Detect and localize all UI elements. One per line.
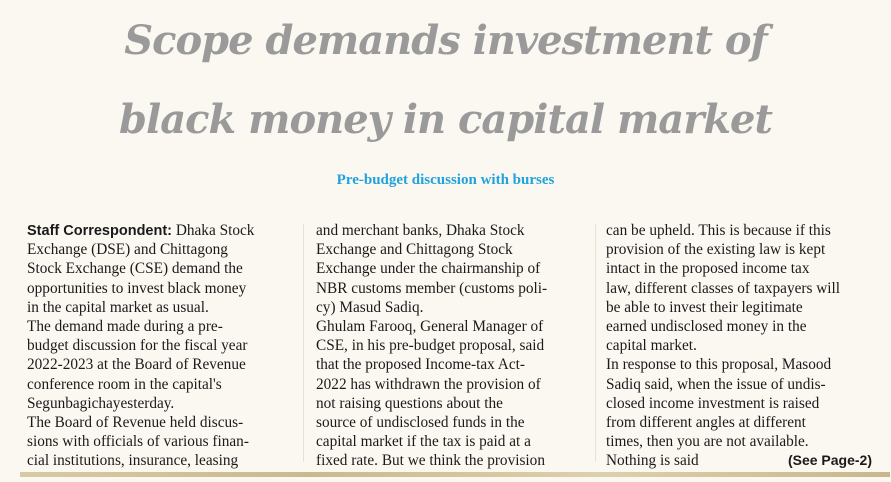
- article-line: capital market.: [606, 337, 697, 355]
- article-line: opportunities to invest black money: [27, 279, 247, 297]
- article-line: budget discussion for the fiscal year: [27, 337, 248, 355]
- article-line: NBR customs member (customs poli-: [316, 279, 548, 297]
- article-line: times, then you are not available.: [606, 433, 809, 451]
- article-line: Sadiq said, when the issue of undis-: [606, 375, 826, 393]
- article-line: cy) Masud Sadiq.: [316, 298, 424, 316]
- article-line: provision of the existing law is kept: [606, 241, 826, 259]
- article-line: 2022 has withdrawn the provision of: [316, 375, 541, 393]
- article-line: The Board of Revenue held discus-: [27, 413, 244, 431]
- article-column-2: [316, 221, 586, 470]
- article-line: [606, 451, 876, 470]
- subheadline: Pre-budget discussion with burses: [336, 172, 555, 188]
- bottom-rule: [20, 472, 890, 477]
- article-line: capital market if the tax is paid at a: [316, 433, 531, 451]
- article-line: Exchange under the chairmanship of: [316, 260, 541, 278]
- article-line: 2022-2023 at the Board of Revenue: [27, 356, 246, 374]
- article-line: in the capital market as usual.: [27, 298, 209, 316]
- article-line: not raising questions about the: [316, 394, 503, 412]
- article-line: In response to this proposal, Masood: [606, 356, 832, 374]
- article-line: earned undisclosed money in the: [606, 317, 807, 335]
- byline: Staff Correspondent:: [27, 223, 172, 239]
- column-divider: [595, 224, 596, 462]
- article-line: sions with officials of various finan-: [27, 433, 249, 451]
- article-line: be able to invest their legitimate: [606, 298, 803, 316]
- article-line: closed income investment is raised: [606, 394, 820, 412]
- article-line: from different angles at different: [606, 413, 806, 431]
- article-line: [27, 221, 292, 240]
- article-line: The demand made during a pre-: [27, 317, 223, 335]
- article-column-3: [606, 221, 876, 470]
- continuation-note: (See Page-2): [787, 452, 872, 469]
- article-line: intact in the proposed income tax: [606, 260, 810, 278]
- article-text: Nothing is said: [606, 452, 699, 470]
- article-line: that the proposed Income-tax Act-: [316, 356, 525, 374]
- article-line: cial institutions, insurance, leasing: [27, 452, 239, 470]
- article-line: CSE, in his pre-budget proposal, said: [316, 337, 545, 355]
- article-line: Exchange (DSE) and Chittagong: [27, 241, 228, 259]
- article-line: fixed rate. But we think the provision: [316, 452, 545, 470]
- article-line: Stock Exchange (CSE) demand the: [27, 260, 243, 278]
- article-line: and merchant banks, Dhaka Stock: [316, 222, 525, 239]
- article-line: source of undisclosed funds in the: [316, 413, 525, 431]
- article-line: conference room in the capital's: [27, 375, 222, 393]
- article-line: can be upheld. This is because if this: [606, 222, 831, 239]
- article-line: law, different classes of taxpayers will: [606, 279, 841, 297]
- article-column-1: [27, 221, 292, 470]
- article-line: Exchange and Chittagong Stock: [316, 241, 513, 259]
- article-line: Ghulam Farooq, General Manager of: [316, 317, 544, 335]
- headline-line-1: Scope demands investment of: [124, 17, 767, 64]
- article-line: Segunbagichayesterday.: [27, 394, 175, 412]
- column-divider: [303, 224, 304, 462]
- article-text: Dhaka Stock: [172, 222, 255, 239]
- headline-line-2: black money in capital market: [119, 96, 772, 143]
